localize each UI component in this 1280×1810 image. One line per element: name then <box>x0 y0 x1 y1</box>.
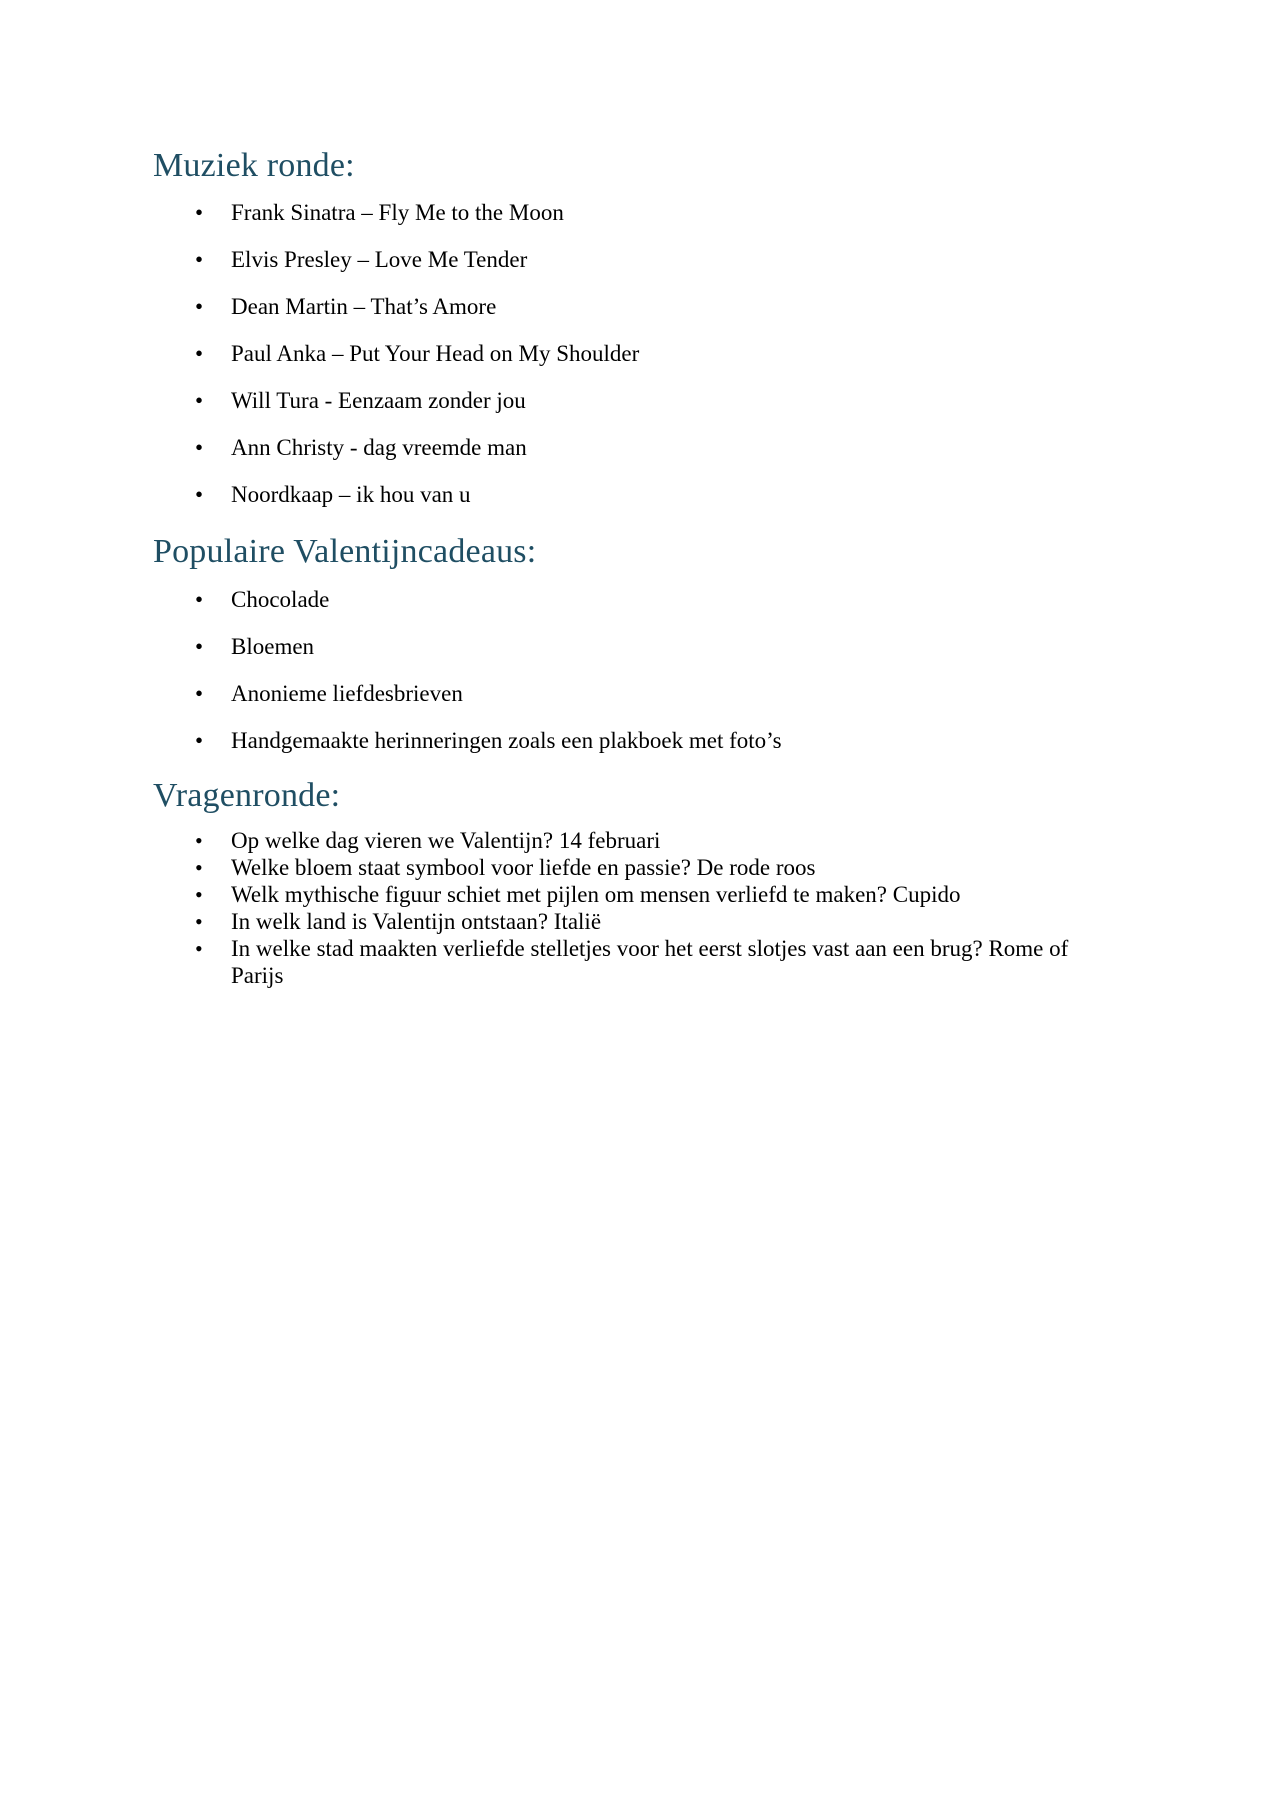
bullet-icon: • <box>195 828 203 854</box>
list-item <box>153 680 1111 708</box>
list-item-text: Welk mythische figuur schiet met pijlen om mensen verliefd te maken? Cupido <box>231 882 961 908</box>
list-item <box>153 586 1111 614</box>
list-item <box>153 293 1111 321</box>
list-item-text: Chocolade <box>231 586 330 612</box>
section-vragenronde <box>153 776 1127 990</box>
list-item-text: Bloemen <box>231 633 315 659</box>
heading-vragenronde: Vragenronde: <box>153 776 341 814</box>
bullet-icon: • <box>195 246 204 272</box>
bullet-icon: • <box>195 727 204 753</box>
vragenronde-list <box>153 827 1127 989</box>
section-valentijncadeaus <box>153 532 1127 755</box>
bullet-icon: • <box>195 586 204 612</box>
bullet-icon: • <box>195 633 204 659</box>
list-item-text: In welke stad maakten verliefde stelletjes voor het eerst slotjes vast aan een brug? Rome of Parijs <box>231 936 1069 989</box>
list-item-text: Anonieme liefdesbrieven <box>231 680 463 706</box>
list-item <box>153 481 1111 509</box>
list-item <box>153 881 1111 908</box>
list-item <box>153 340 1111 368</box>
bullet-icon: • <box>195 387 204 413</box>
bullet-icon: • <box>195 481 204 507</box>
list-item-text: Ann Christy - dag vreemde man <box>231 434 527 460</box>
list-item <box>153 633 1111 661</box>
bullet-icon: • <box>195 340 204 366</box>
list-item <box>153 727 1111 755</box>
list-item-text: Dean Martin – That’s Amore <box>231 293 497 319</box>
list-item <box>153 908 1111 935</box>
list-item <box>153 387 1111 415</box>
list-item <box>153 935 1111 989</box>
list-item <box>153 854 1111 881</box>
list-item-text: Noordkaap – ik hou van u <box>231 481 471 507</box>
bullet-icon: • <box>195 680 204 706</box>
list-item <box>153 199 1111 227</box>
list-item <box>153 434 1111 462</box>
list-item-text: Welke bloem staat symbool voor liefde en passie? De rode roos <box>231 855 816 881</box>
list-item-text: Will Tura - Eenzaam zonder jou <box>231 387 526 413</box>
bullet-icon: • <box>195 882 203 908</box>
heading-valentijncadeaus: Populaire Valentijncadeaus: <box>153 532 537 570</box>
bullet-icon: • <box>195 434 204 460</box>
list-item-text: Frank Sinatra – Fly Me to the Moon <box>231 199 564 225</box>
bullet-icon: • <box>195 293 204 319</box>
list-item-text: Elvis Presley – Love Me Tender <box>231 246 528 272</box>
muziek-ronde-list <box>153 199 1127 509</box>
bullet-icon: • <box>195 936 203 962</box>
bullet-icon: • <box>195 199 204 225</box>
list-item-text: In welk land is Valentijn ontstaan? Italië <box>231 909 602 935</box>
heading-muziek-ronde: Muziek ronde: <box>153 147 355 184</box>
list-item-text: Handgemaakte herinneringen zoals een plakboek met foto’s <box>231 727 782 753</box>
section-muziek-ronde <box>153 146 1127 509</box>
list-item-text: Op welke dag vieren we Valentijn? 14 februari <box>231 828 661 854</box>
valentijncadeaus-list <box>153 586 1127 755</box>
list-item <box>153 246 1111 274</box>
list-item-text: Paul Anka – Put Your Head on My Shoulder <box>231 340 640 366</box>
bullet-icon: • <box>195 909 203 935</box>
list-item <box>153 827 1111 854</box>
bullet-icon: • <box>195 855 203 881</box>
